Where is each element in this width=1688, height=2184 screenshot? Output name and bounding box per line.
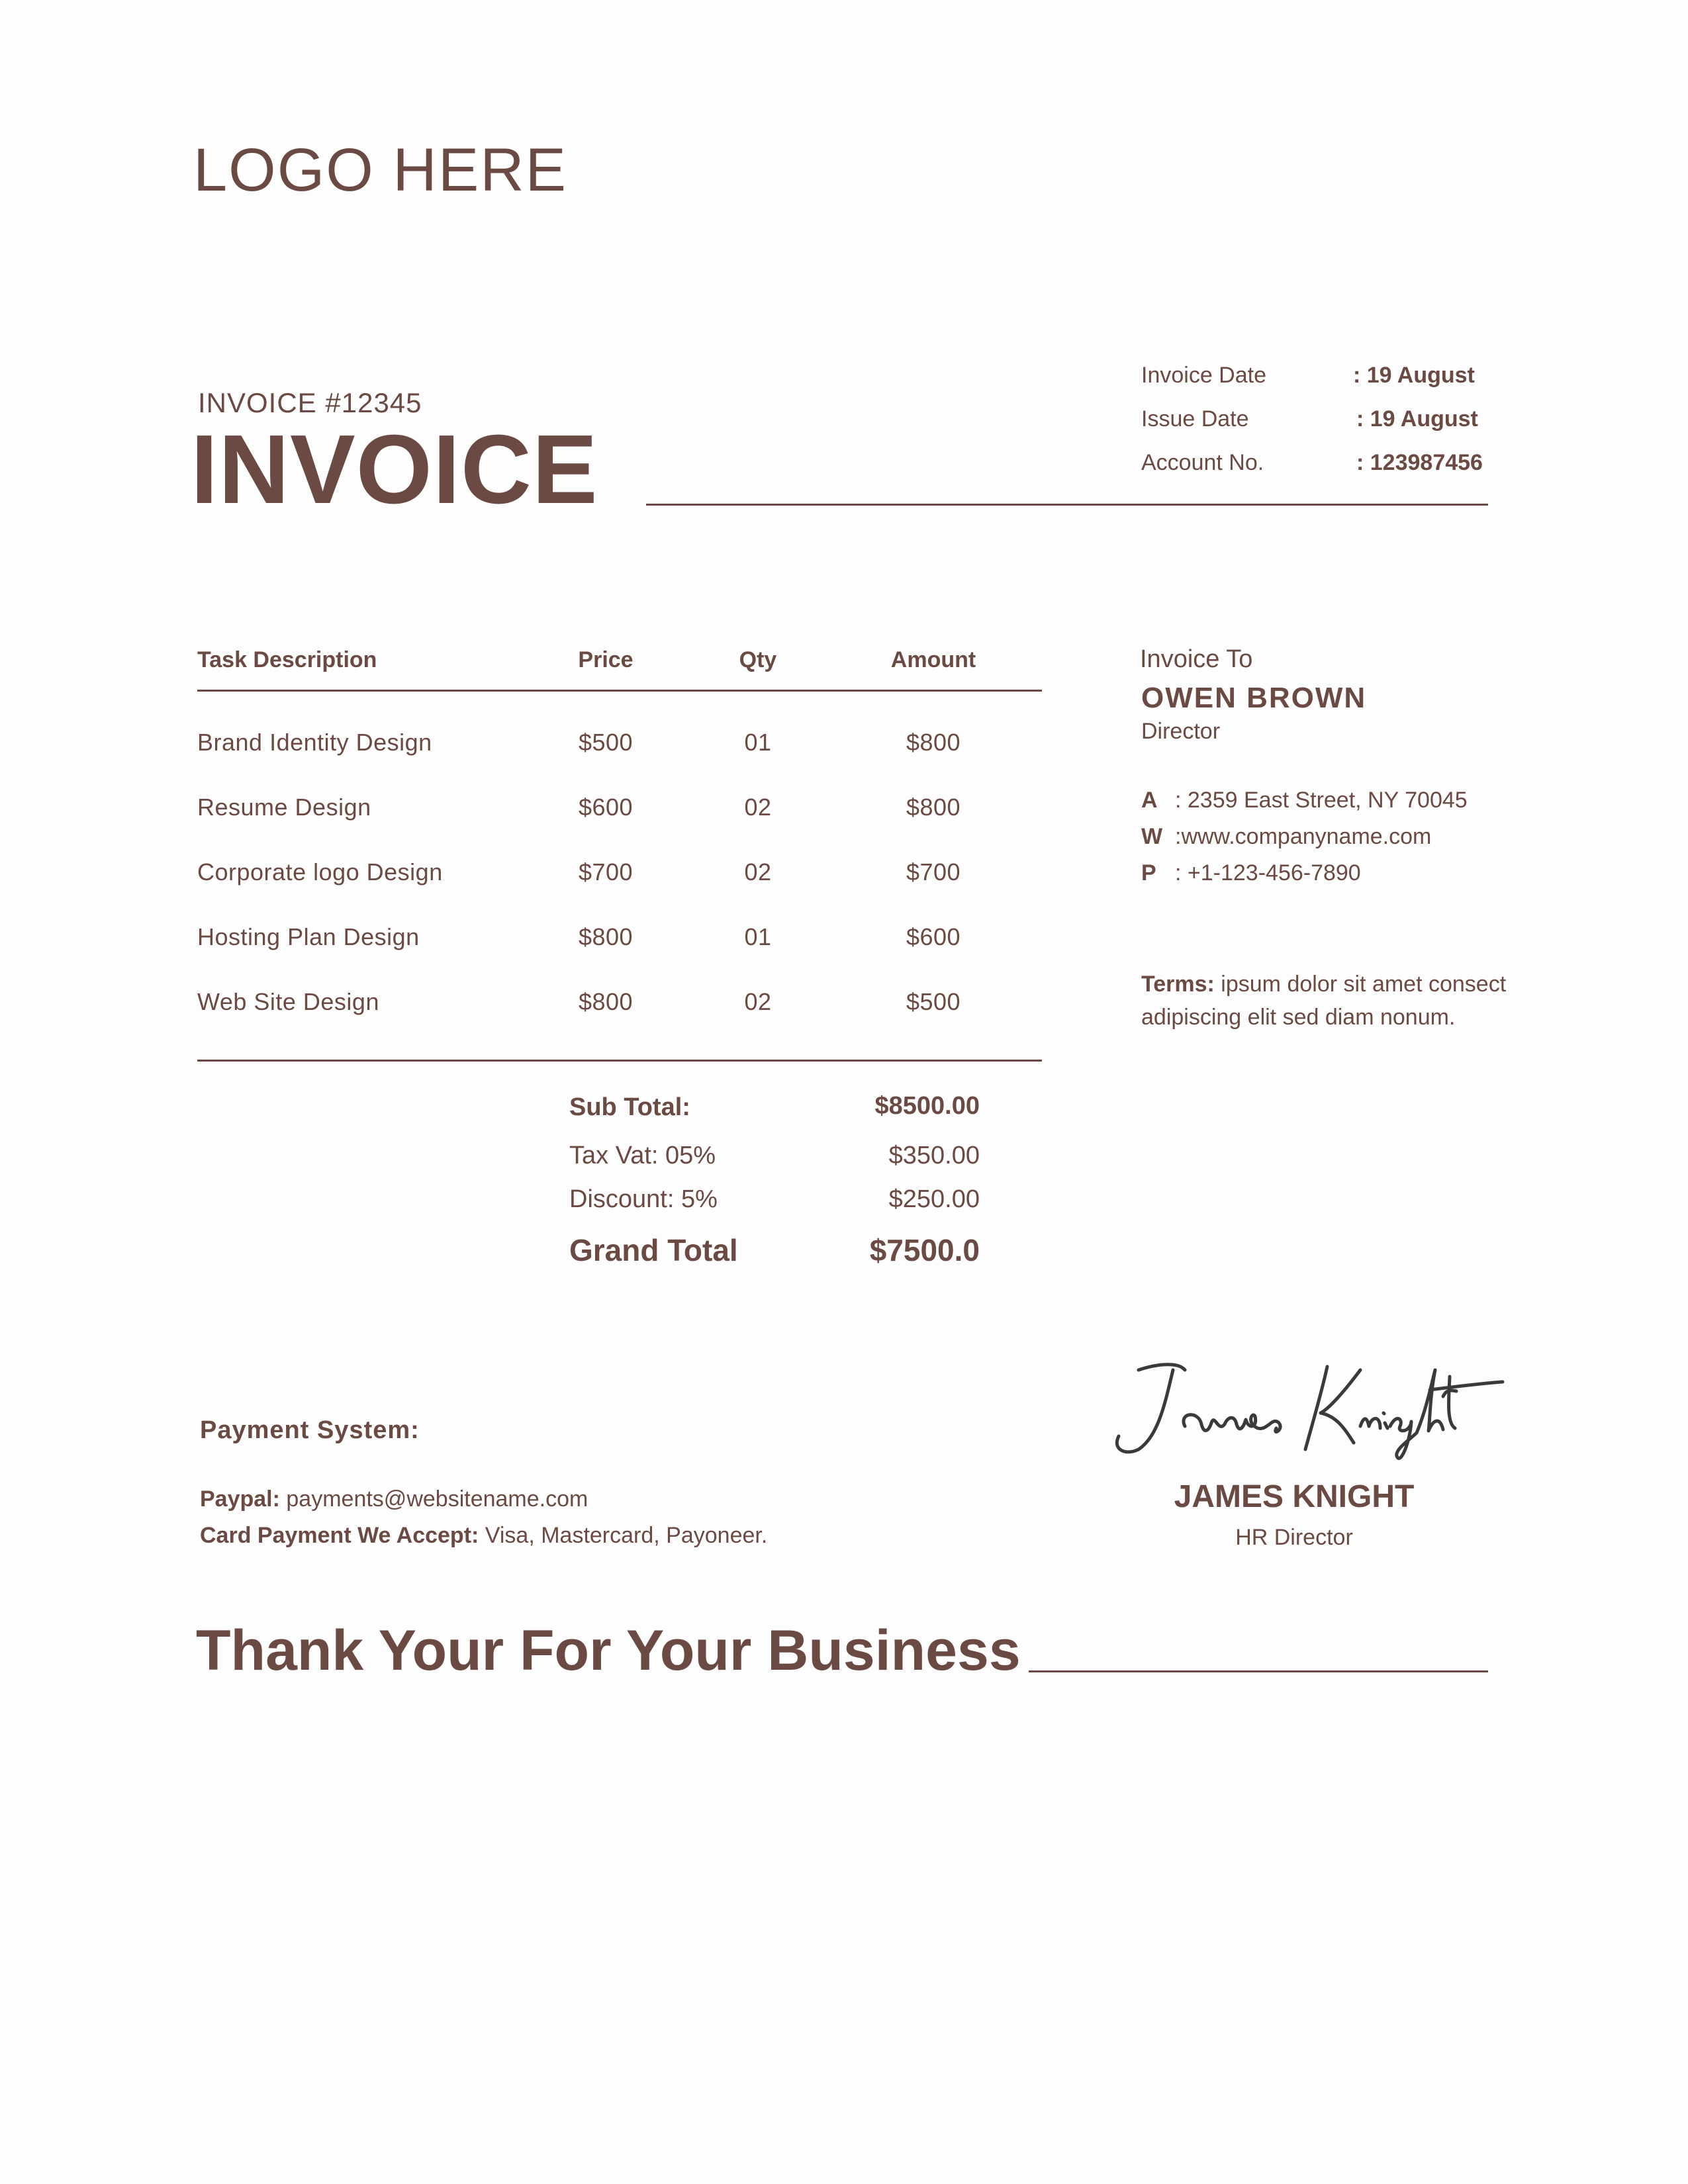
grand-total-label: Grand Total	[569, 1233, 738, 1267]
payment-system-title: Payment System:	[200, 1416, 420, 1444]
invoice-title: INVOICE	[191, 415, 598, 524]
card-payment-label: Card Payment We Accept:	[200, 1523, 479, 1548]
row-5-amount: $500	[906, 988, 961, 1015]
website-key: W	[1141, 824, 1163, 849]
table-header-divider	[197, 690, 1042, 692]
terms-text: ipsum dolor sit amet consect adipiscing elit sed diam nonum.	[1141, 972, 1507, 1030]
row-1-amount: $800	[906, 729, 961, 756]
client-name: OWEN BROWN	[1141, 682, 1367, 714]
address-key: A	[1141, 788, 1158, 813]
row-5-description: Web Site Design	[197, 988, 379, 1015]
subtotal-value: $8500.00	[874, 1092, 980, 1120]
signatory-name: JAMES KNIGHT	[1174, 1479, 1415, 1514]
card-payment-value: Visa, Mastercard, Payoneer.	[479, 1523, 768, 1548]
row-3-amount: $700	[906, 858, 961, 886]
signature-image	[1099, 1350, 1509, 1469]
row-2-amount: $800	[906, 794, 961, 821]
row-5-price: $800	[578, 988, 633, 1015]
signatory-role: HR Director	[1235, 1525, 1353, 1550]
card-payment-line	[200, 1523, 767, 1549]
grand-total-value: $7500.0	[869, 1233, 980, 1267]
thank-you-message: Thank Your For Your Business	[196, 1619, 1021, 1682]
row-4-price: $800	[578, 923, 633, 950]
header-divider	[646, 504, 1488, 506]
terms-block	[1141, 968, 1512, 1034]
header-task-description: Task Description	[197, 647, 377, 672]
row-1-qty: 01	[744, 729, 772, 756]
row-3-price: $700	[578, 858, 633, 886]
row-1-price: $500	[578, 729, 633, 756]
row-2-description: Resume Design	[197, 794, 371, 821]
row-5-qty: 02	[744, 988, 772, 1015]
invoice-to-label: Invoice To	[1140, 645, 1253, 673]
paypal-value: payments@websitename.com	[279, 1486, 588, 1512]
logo-placeholder: LOGO HERE	[193, 136, 568, 204]
meta-value-account-no: : 123987456	[1356, 450, 1483, 475]
meta-value-invoice-date: : 19 August	[1353, 363, 1475, 388]
tax-value: $350.00	[888, 1142, 980, 1169]
discount-value: $250.00	[888, 1185, 980, 1213]
paypal-line	[200, 1486, 588, 1512]
subtotal-label: Sub Total:	[569, 1093, 690, 1121]
header-amount: Amount	[890, 647, 976, 672]
phone-value: : +1-123-456-7890	[1175, 860, 1361, 886]
meta-label-issue-date: Issue Date	[1141, 406, 1249, 432]
website-value: :www.companyname.com	[1175, 824, 1432, 849]
row-1-description: Brand Identity Design	[197, 729, 432, 756]
phone-key: P	[1141, 860, 1156, 886]
header-qty: Qty	[739, 647, 777, 672]
row-2-qty: 02	[744, 794, 772, 821]
row-4-amount: $600	[906, 923, 961, 950]
thank-you-divider	[1029, 1670, 1488, 1672]
terms-label: Terms:	[1141, 972, 1215, 997]
tax-label: Tax Vat: 05%	[569, 1142, 716, 1169]
header-price: Price	[578, 647, 633, 672]
invoice-number: INVOICE #12345	[198, 387, 422, 418]
row-4-qty: 01	[744, 923, 772, 950]
row-3-description: Corporate logo Design	[197, 858, 443, 886]
meta-label-account-no: Account No.	[1141, 450, 1264, 475]
address-value: : 2359 East Street, NY 70045	[1175, 788, 1468, 813]
row-4-description: Hosting Plan Design	[197, 923, 420, 950]
meta-value-issue-date: : 19 August	[1356, 406, 1478, 432]
discount-label: Discount: 5%	[569, 1185, 718, 1213]
paypal-label: Paypal:	[200, 1486, 280, 1512]
row-3-qty: 02	[744, 858, 772, 886]
meta-label-invoice-date: Invoice Date	[1141, 363, 1266, 388]
row-2-price: $600	[578, 794, 633, 821]
client-role: Director	[1141, 719, 1221, 744]
table-footer-divider	[197, 1060, 1042, 1062]
